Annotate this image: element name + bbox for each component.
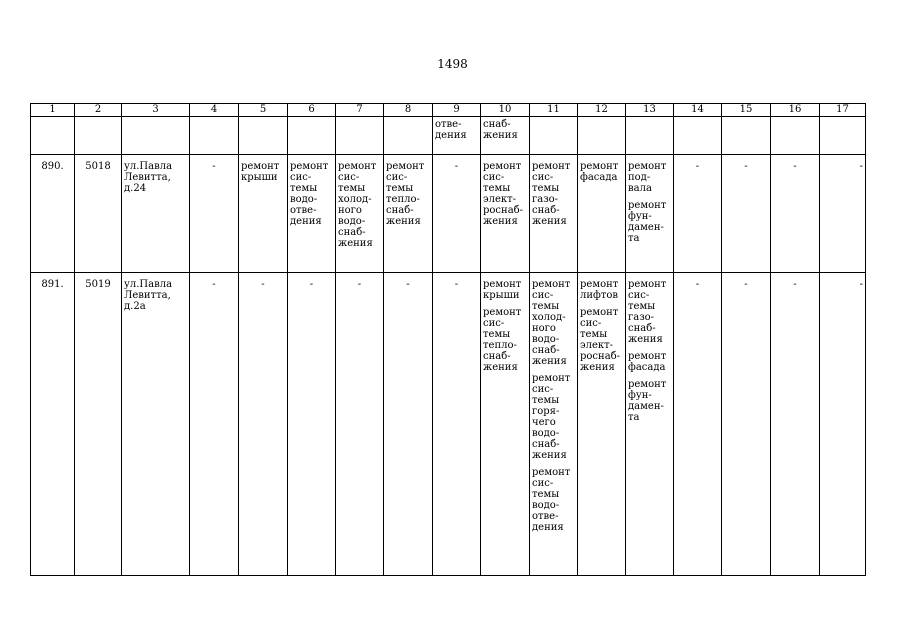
repair-item-line: снаб- bbox=[532, 205, 560, 216]
continuation-row bbox=[31, 117, 866, 155]
repair-item-line: темы bbox=[532, 301, 560, 312]
repair-item-line: горя- bbox=[532, 406, 560, 417]
repair-item-line: жения bbox=[532, 356, 567, 367]
cell-col7 bbox=[336, 155, 384, 273]
repair-item-line: под- bbox=[628, 172, 651, 183]
repair-item-line: холод- bbox=[338, 194, 372, 205]
cell-col13 bbox=[626, 155, 674, 273]
repair-item-line: ремонт bbox=[483, 161, 522, 172]
column-number: 10 bbox=[481, 104, 530, 117]
repair-item-line: сис- bbox=[532, 172, 554, 183]
repair-item-line: снаб- bbox=[338, 227, 366, 238]
repair-item bbox=[628, 200, 671, 244]
cell-col14: - bbox=[674, 273, 722, 576]
cont-cell bbox=[75, 117, 122, 155]
column-number: 14 bbox=[674, 104, 722, 117]
repair-item-line: фасада bbox=[628, 362, 666, 373]
cont-text: дения bbox=[435, 130, 467, 141]
cell-code: 5019 bbox=[75, 273, 122, 576]
repair-item-line: роснаб- bbox=[483, 205, 524, 216]
repair-item-line: дения bbox=[532, 522, 564, 533]
address-line: Левитта, bbox=[124, 290, 171, 301]
repair-item-line: отве- bbox=[532, 511, 559, 522]
repair-item-line: ремонт bbox=[580, 307, 619, 318]
cell-col10 bbox=[481, 155, 530, 273]
column-number: 2 bbox=[75, 104, 122, 117]
repair-item bbox=[483, 279, 527, 301]
cell-col17: - bbox=[820, 155, 866, 273]
repair-item-line: тепло- bbox=[386, 194, 420, 205]
cont-cell bbox=[239, 117, 288, 155]
repair-item-line: снаб- bbox=[628, 323, 656, 334]
cell-col6 bbox=[288, 155, 336, 273]
repair-item-line: фун- bbox=[628, 211, 652, 222]
cont-cell bbox=[190, 117, 239, 155]
repair-item-line: жения bbox=[580, 362, 615, 373]
repair-item bbox=[483, 307, 527, 373]
cont-cell-col10 bbox=[481, 117, 530, 155]
cont-cell bbox=[122, 117, 190, 155]
column-number: 17 bbox=[820, 104, 866, 117]
repair-item-line: ремонт bbox=[628, 279, 667, 290]
repair-item-line: темы bbox=[290, 183, 318, 194]
cell-col14: - bbox=[674, 155, 722, 273]
table-row-891 bbox=[31, 273, 866, 576]
repair-item-line: тепло- bbox=[483, 340, 517, 351]
page-number: 1498 bbox=[437, 57, 468, 71]
repair-item-line: ремонт bbox=[386, 161, 425, 172]
cell-index: 890. bbox=[31, 155, 75, 273]
repair-item bbox=[532, 373, 575, 461]
repair-item bbox=[532, 161, 575, 227]
repair-item bbox=[628, 279, 671, 345]
column-number: 1 bbox=[31, 104, 75, 117]
column-number: 5 bbox=[239, 104, 288, 117]
repair-item-line: сис- bbox=[532, 290, 554, 301]
repair-item-line: сис- bbox=[386, 172, 408, 183]
column-number: 15 bbox=[722, 104, 771, 117]
repair-item-line: сис- bbox=[532, 478, 554, 489]
repair-item-line: ремонт bbox=[532, 373, 571, 384]
column-number-row bbox=[31, 104, 866, 117]
repair-item-line: холод- bbox=[532, 312, 566, 323]
cont-cell bbox=[578, 117, 626, 155]
cell-col9: - bbox=[433, 273, 481, 576]
repair-item-line: дамен- bbox=[628, 222, 664, 233]
repair-item bbox=[628, 161, 671, 194]
repair-item-line: сис- bbox=[532, 384, 554, 395]
cell-col4: - bbox=[190, 273, 239, 576]
repair-item-line: ремонт bbox=[628, 379, 667, 390]
cont-cell-col9 bbox=[433, 117, 481, 155]
repair-item-line: темы bbox=[628, 301, 656, 312]
repair-item-line: жения bbox=[628, 334, 663, 345]
cont-cell bbox=[530, 117, 578, 155]
repair-item-line: та bbox=[628, 233, 640, 244]
repair-item-line: ремонт bbox=[290, 161, 329, 172]
table-row-890 bbox=[31, 155, 866, 273]
repair-item-line: темы bbox=[483, 329, 511, 340]
cell-col6: - bbox=[288, 273, 336, 576]
repair-item-line: жения bbox=[532, 216, 567, 227]
column-number: 13 bbox=[626, 104, 674, 117]
repair-item-line: ремонт bbox=[532, 279, 571, 290]
repair-item-line: та bbox=[628, 412, 640, 423]
repair-item-line: жения bbox=[338, 238, 373, 249]
repair-item-line: крыши bbox=[483, 290, 520, 301]
column-number: 8 bbox=[384, 104, 433, 117]
repair-item-line: темы bbox=[483, 183, 511, 194]
repair-item-line: снаб- bbox=[483, 351, 511, 362]
repair-item bbox=[580, 161, 623, 183]
repair-item-line: элект- bbox=[483, 194, 517, 205]
repair-item-line: лифтов bbox=[580, 290, 619, 301]
address-line: Левитта, bbox=[124, 172, 171, 183]
cell-address bbox=[122, 273, 190, 576]
cell-col16: - bbox=[771, 155, 820, 273]
column-number: 3 bbox=[122, 104, 190, 117]
cell-col17: - bbox=[820, 273, 866, 576]
address-line: д.2а bbox=[124, 301, 146, 312]
repair-item-line: ремонт bbox=[580, 279, 619, 290]
table-body bbox=[31, 104, 866, 576]
repair-item-line: сис- bbox=[290, 172, 312, 183]
repair-item-line: чего bbox=[532, 417, 556, 428]
column-number: 7 bbox=[336, 104, 384, 117]
repair-item-line: водо- bbox=[290, 194, 318, 205]
repair-item-line: водо- bbox=[338, 216, 366, 227]
column-number: 9 bbox=[433, 104, 481, 117]
column-number: 16 bbox=[771, 104, 820, 117]
repair-item-line: ремонт bbox=[628, 161, 667, 172]
repair-item-line: жения bbox=[532, 450, 567, 461]
repair-item-line: отве- bbox=[290, 205, 317, 216]
column-number: 11 bbox=[530, 104, 578, 117]
repair-item-line: крыши bbox=[241, 172, 278, 183]
address-line: ул.Павла bbox=[124, 161, 173, 172]
cell-col11 bbox=[530, 155, 578, 273]
repair-item bbox=[338, 161, 381, 249]
repair-item-line: водо- bbox=[532, 334, 560, 345]
cell-col8: - bbox=[384, 273, 433, 576]
cont-cell bbox=[674, 117, 722, 155]
column-number: 6 bbox=[288, 104, 336, 117]
repair-item bbox=[290, 161, 333, 227]
repair-item-line: темы bbox=[338, 183, 366, 194]
repair-item-line: фасада bbox=[580, 172, 618, 183]
cont-cell bbox=[288, 117, 336, 155]
repair-item-line: темы bbox=[532, 395, 560, 406]
repair-schedule-table bbox=[30, 103, 866, 576]
cell-col13 bbox=[626, 273, 674, 576]
repair-item-line: фун- bbox=[628, 390, 652, 401]
column-number: 12 bbox=[578, 104, 626, 117]
cont-text: жения bbox=[483, 130, 518, 141]
repair-item-line: газо- bbox=[532, 194, 559, 205]
repair-item bbox=[241, 161, 285, 183]
cell-col12 bbox=[578, 155, 626, 273]
repair-item bbox=[483, 161, 527, 227]
repair-item-line: сис- bbox=[580, 318, 602, 329]
repair-item-line: элект- bbox=[580, 340, 614, 351]
repair-item bbox=[580, 307, 623, 373]
cell-col4: - bbox=[190, 155, 239, 273]
cell-col5 bbox=[239, 155, 288, 273]
repair-item-line: ремонт bbox=[338, 161, 377, 172]
cell-col15: - bbox=[722, 155, 771, 273]
repair-item-line: газо- bbox=[628, 312, 655, 323]
repair-item-line: темы bbox=[532, 183, 560, 194]
repair-item bbox=[580, 279, 623, 301]
repair-item bbox=[532, 279, 575, 367]
repair-item-line: ремонт bbox=[483, 307, 522, 318]
repair-item bbox=[628, 351, 671, 373]
repair-item-line: жения bbox=[483, 216, 518, 227]
repair-item-line: ремонт bbox=[532, 467, 571, 478]
cell-col8 bbox=[384, 155, 433, 273]
cont-cell bbox=[31, 117, 75, 155]
repair-item-line: ного bbox=[532, 323, 556, 334]
cell-index: 891. bbox=[31, 273, 75, 576]
cont-cell bbox=[722, 117, 771, 155]
cell-col11 bbox=[530, 273, 578, 576]
cell-address bbox=[122, 155, 190, 273]
repair-item-line: роснаб- bbox=[580, 351, 621, 362]
cell-col10 bbox=[481, 273, 530, 576]
repair-item-line: снаб- bbox=[532, 345, 560, 356]
cell-col5: - bbox=[239, 273, 288, 576]
repair-item-line: сис- bbox=[628, 290, 650, 301]
repair-item-line: ремонт bbox=[532, 161, 571, 172]
repair-item-line: жения bbox=[386, 216, 421, 227]
cont-text: снаб- bbox=[483, 119, 511, 130]
repair-item-line: ремонт bbox=[580, 161, 619, 172]
repair-item-line: темы bbox=[532, 489, 560, 500]
cell-col7: - bbox=[336, 273, 384, 576]
repair-item-line: ремонт bbox=[241, 161, 280, 172]
cont-cell bbox=[771, 117, 820, 155]
repair-item-line: ремонт bbox=[628, 200, 667, 211]
address-line: ул.Павла bbox=[124, 279, 173, 290]
repair-item-line: ного bbox=[338, 205, 362, 216]
repair-item-line: темы bbox=[580, 329, 608, 340]
cell-code: 5018 bbox=[75, 155, 122, 273]
repair-item-line: вала bbox=[628, 183, 652, 194]
repair-item-line: ремонт bbox=[628, 351, 667, 362]
repair-item-line: сис- bbox=[338, 172, 360, 183]
cell-col9: - bbox=[433, 155, 481, 273]
repair-item-line: сис- bbox=[483, 172, 505, 183]
repair-item-line: дамен- bbox=[628, 401, 664, 412]
cont-cell bbox=[626, 117, 674, 155]
repair-item-line: водо- bbox=[532, 500, 560, 511]
repair-item bbox=[386, 161, 430, 227]
repair-item-line: водо- bbox=[532, 428, 560, 439]
repair-item-line: снаб- bbox=[532, 439, 560, 450]
cell-col15: - bbox=[722, 273, 771, 576]
address-line: д.24 bbox=[124, 183, 147, 194]
cell-col16: - bbox=[771, 273, 820, 576]
cell-col12 bbox=[578, 273, 626, 576]
repair-item-line: жения bbox=[483, 362, 518, 373]
cont-cell bbox=[820, 117, 866, 155]
repair-item bbox=[532, 467, 575, 533]
column-number: 4 bbox=[190, 104, 239, 117]
repair-item-line: дения bbox=[290, 216, 322, 227]
repair-item-line: темы bbox=[386, 183, 414, 194]
cont-cell bbox=[336, 117, 384, 155]
repair-item bbox=[628, 379, 671, 423]
cont-text: отве- bbox=[435, 119, 462, 130]
repair-item-line: ремонт bbox=[483, 279, 522, 290]
repair-item-line: сис- bbox=[483, 318, 505, 329]
repair-item-line: снаб- bbox=[386, 205, 414, 216]
cont-cell bbox=[384, 117, 433, 155]
